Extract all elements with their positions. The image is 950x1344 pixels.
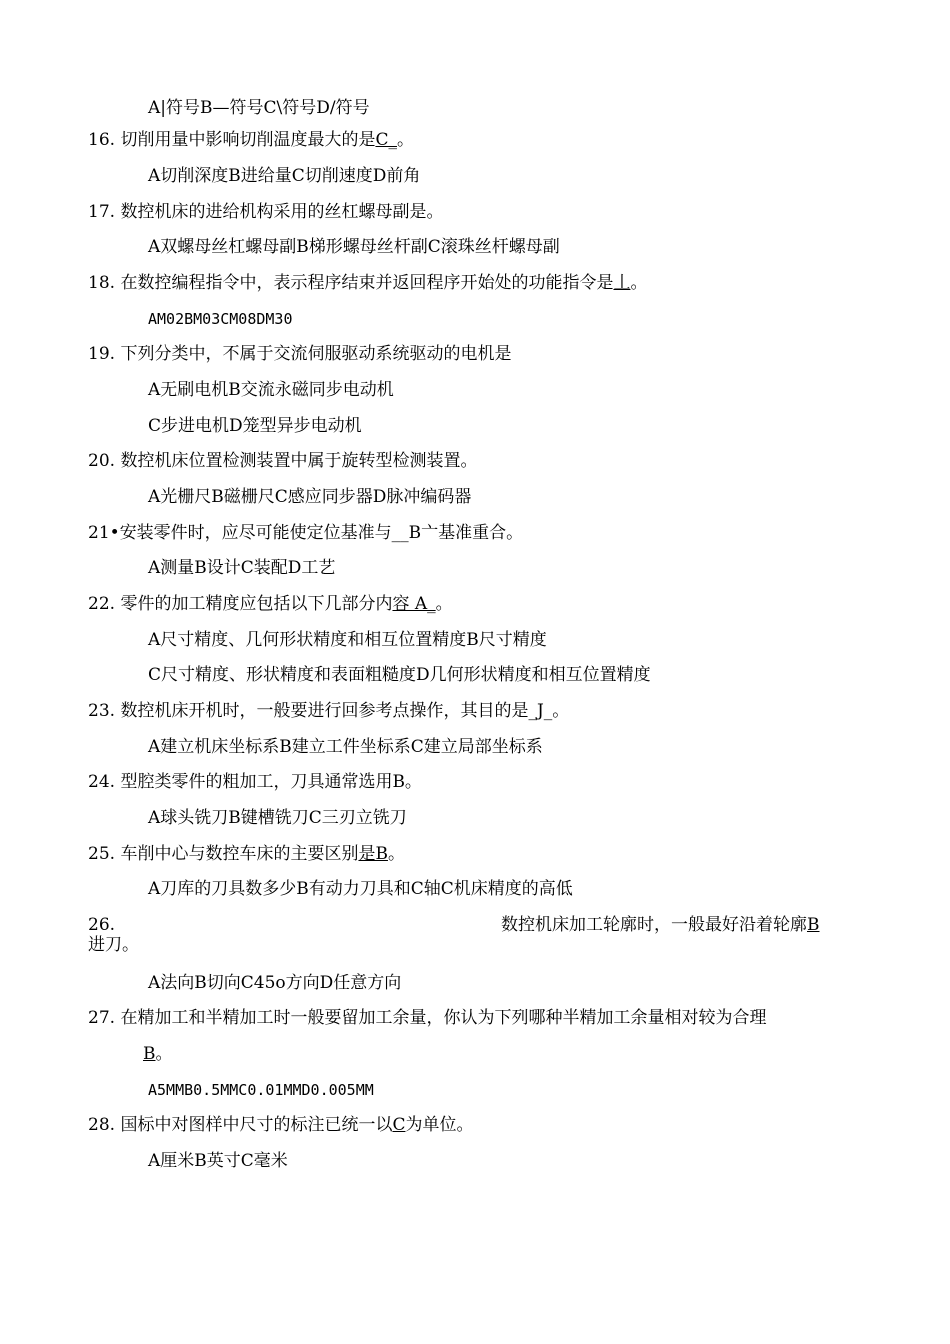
options-22b: C尺寸精度、形状精度和表面粗糙度D几何形状精度和相互位置精度: [148, 665, 651, 685]
options-17: A双螺母丝杠螺母副B梯形螺母丝杆副C滚珠丝杆螺母副: [148, 237, 560, 257]
options-15: A|符号B—符号C\符号D/符号: [148, 98, 370, 118]
options-18: AM02BM03CM08DM30: [148, 310, 293, 328]
question-20: 20. 数控机床位置检测装置中属于旋转型检测装置。: [88, 451, 478, 471]
question-26-number: 26.: [88, 915, 116, 935]
question-21: 21•安装零件时，应尽可能使定位基准与__B亠基准重合。: [88, 523, 524, 543]
answer: 容 A_: [392, 594, 436, 614]
question-17: 17. 数控机床的进给机构采用的丝杠螺母副是。: [88, 202, 444, 222]
question-26-text: 数控机床加工轮廓时，一般最好沿着轮廓B: [501, 915, 820, 935]
question-23: 23. 数控机床开机时，一般要进行回参考点操作，其目的是_J_。: [88, 701, 570, 721]
question-18: 18. 在数控编程指令中，表示程序结束并返回程序开始处的功能指令是丄。: [88, 273, 648, 293]
question-22: 22. 零件的加工精度应包括以下几部分内容 A_。: [88, 594, 453, 614]
answer: C: [392, 1115, 406, 1135]
answer: 是B: [358, 844, 388, 864]
options-20: A光栅尺B磁栅尺C感应同步器D脉冲编码器: [148, 487, 472, 507]
answer: C_: [375, 130, 397, 150]
options-22a: A尺寸精度、几何形状精度和相互位置精度B尺寸精度: [148, 630, 547, 650]
options-26: A法向B切向C45o方向D任意方向: [148, 973, 402, 993]
question-26-continued: 进刀。: [88, 935, 139, 955]
options-23: A建立机床坐标系B建立工件坐标系C建立局部坐标系: [148, 737, 543, 757]
options-25: A刀库的刀具数多少B有动力刀具和C轴C机床精度的高低: [148, 879, 573, 899]
options-28: A厘米B英寸C毫米: [148, 1151, 288, 1171]
question-24: 24. 型腔类零件的粗加工，刀具通常选用B。: [88, 772, 422, 792]
answer: 丄: [613, 273, 631, 293]
question-25: 25. 车削中心与数控车床的主要区别是B。: [88, 844, 405, 864]
answer: B: [143, 1044, 156, 1064]
question-16: 16. 切削用量中影响切削温度最大的是C_。: [88, 130, 414, 150]
question-27-answer: B。: [143, 1044, 173, 1064]
options-19a: A无刷电机B交流永磁同步电动机: [148, 380, 394, 400]
options-21: A测量B设计C装配D工艺: [148, 558, 336, 578]
question-27: 27. 在精加工和半精加工时一般要留加工余量，你认为下列哪种半精加工余量相对较为合理: [88, 1008, 767, 1028]
options-27: A5MMB0.5MMC0.01MMD0.005MM: [148, 1081, 374, 1099]
question-28: 28. 国标中对图样中尺寸的标注已统一以C为单位。: [88, 1115, 474, 1135]
options-24: A球头铣刀B键槽铣刀C三刃立铣刀: [148, 808, 407, 828]
options-19b: C步进电机D笼型异步电动机: [148, 416, 362, 436]
options-16: A切削深度B进给量C切削速度D前角: [148, 166, 421, 186]
question-19: 19. 下列分类中，不属于交流伺服驱动系统驱动的电机是: [88, 344, 512, 364]
answer: B: [807, 915, 820, 935]
